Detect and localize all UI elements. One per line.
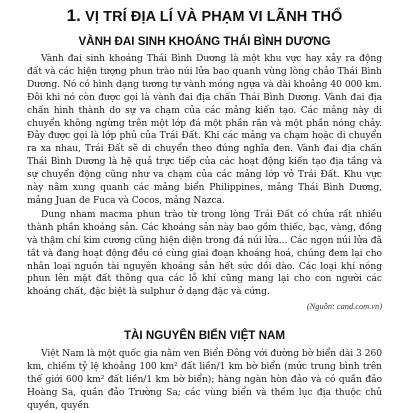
- section-title: VỊ TRÍ ĐỊA LÍ VÀ PHẠM VI LÃNH THỔ: [85, 9, 343, 25]
- document-page: [27, 6, 382, 413]
- section-number: 1.: [66, 6, 81, 25]
- article-title-marine-resources: TÀI NGUYÊN BIỂN VIỆT NAM: [123, 329, 286, 343]
- article-title-pacific-belt: VÀNH ĐAI SINH KHOÁNG THÁI BÌNH DƯƠNG: [78, 35, 331, 48]
- article-paragraph: Việt Nam là một quốc gia nằm ven Biển Đông với đường bờ biển dài 3 260 km, chiếm tỷ lệ khoảng 100 km² đất liền/1 km bờ biển (mức trung bình trên thế giới 600 km² đất liền/1 km bờ biển); hàng ngàn hòn đảo và có quần đảo Hoàng Sa, quần đảo Trường Sa; các vùng biển và thềm lục địa thuộc chủ quyền, quyền: [27, 349, 382, 411]
- article-paragraph: Vành đai sinh khoáng Thái Bình Dương là một khu vực hay xảy ra động đất và các hiện tượng phun trào núi lửa bao quanh vùng lòng chảo Thái Bình Dương. Nó có hình dạng tương tự vành móng ngựa và dài khoảng 40 000 km. Đôi khi nó còn được gọi là vành đai địa chấn Thái Bình Dương. Vành đai địa chấn hình thành do sự va chạm của các mảng kiến tạo. Các mảng này di chuyển không ngừng trên một lớp đá một phần rắn và một phần nóng chảy. Đây được gọi là lớp phủ của Trái Đất. Khi các mảng va chạm hoặc di chuyển ra xa nhau, Trái Đất sẽ di chuyển theo đúng nghĩa đen. Vành đai địa chấn Thái Bình Dương là hệ quả trực tiếp của các hoạt động kiến tạo địa tầng và sự chuyển động cũng như va chạm của các mảng lớp vỏ Trái Đất. Khu vực này nằm xung quanh các mảng biển Philippines, mảng Thái Bình Dương, mảng Juan de Fuca và Cocos, mảng Nazca.: [27, 54, 382, 206]
- article-paragraph: Dung nham macma phun trào từ trong lòng Trái Đất có chứa rất nhiều thành phần khoáng sản. Các khoáng sản này bao gồm thiếc, bạc, vàng, đồng và thậm chí kim cương cũng hiện diện trong đá núi lửa... Các ngọn núi lửa đã tắt và đang hoạt động đều có cùng giai đoạn khoáng hoá, chúng đem lại cho nhân loại nguồn tài nguyên khoáng sản hết sức dồi dào. Các loại khí nóng phun lên mặt đất thông qua các lỗ khí cũng mang lại cho con người các khoáng chất, đặc biệt là sulphur ở dạng đặc và cứng.: [27, 209, 382, 298]
- source-citation: (Nguồn: cand.com.vn): [306, 302, 382, 312]
- section-heading: [27, 6, 382, 26]
